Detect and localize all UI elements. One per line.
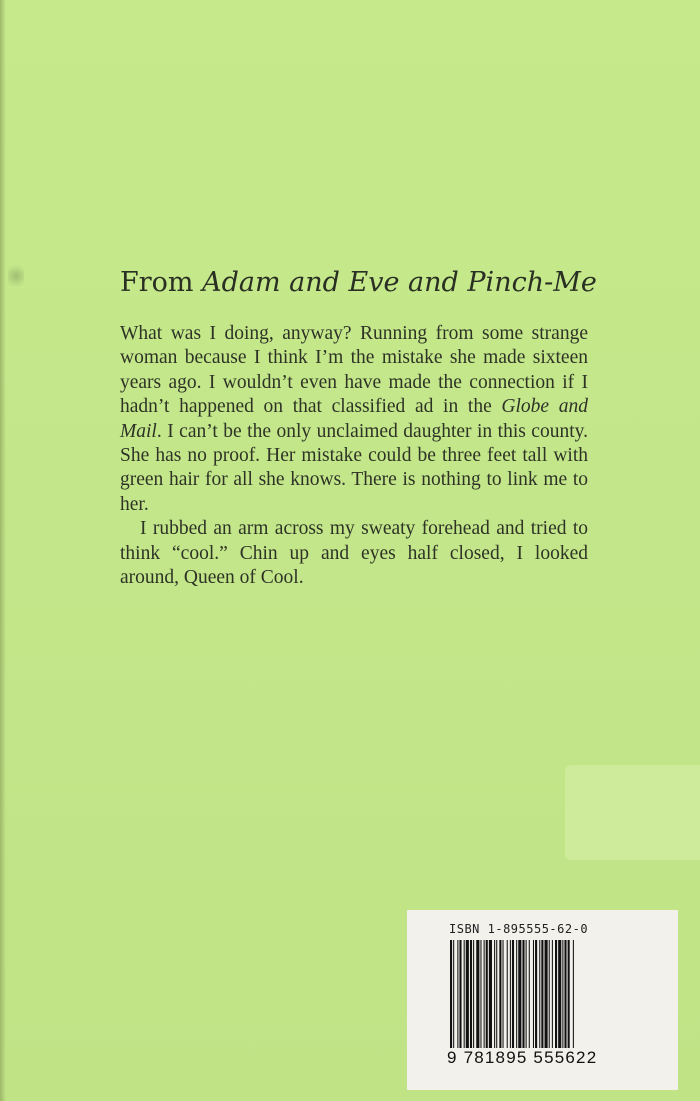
barcode-bar [473, 940, 474, 1058]
isbn-label: ISBN 1-895555-62-0 [449, 922, 589, 936]
excerpt-paragraph-2: I rubbed an arm across my sweaty forehead and tried to think “cool.” Chin up and eyes half closed, I looked around, Queen of Cool. [120, 518, 588, 589]
barcode-bar [466, 940, 469, 1058]
barcode-bar [459, 940, 461, 1058]
barcode-bar [552, 940, 553, 1058]
ean-digits: 9 781895 555622 [445, 1048, 627, 1068]
cover-smudge [8, 262, 24, 290]
barcode-bar [496, 940, 497, 1058]
barcode-bar [457, 940, 458, 1058]
barcode-bar [494, 940, 495, 1058]
barcode-bar [545, 940, 548, 1058]
barcode-bar [480, 940, 481, 1058]
barcode-bar [535, 940, 537, 1058]
barcode-bar [489, 940, 492, 1058]
barcode-bar [516, 940, 517, 1058]
barcode-bar [503, 940, 504, 1058]
barcode-bar [522, 940, 524, 1058]
barcode-bar [510, 940, 511, 1058]
excerpt-p1-part-a: What was I doing, anyway? Running from some strange woman because I think I’m the mistake she made sixteen years ago. I wouldn’t even have made the connection if I hadn’t happened on that classified ad in the [120, 323, 588, 418]
barcode-bar [450, 940, 452, 1058]
excerpt-body [120, 322, 588, 590]
barcode-bar [555, 940, 557, 1058]
excerpt-title-prefix: From [120, 267, 203, 298]
barcode-bar [499, 940, 501, 1058]
barcode-bar [564, 940, 566, 1058]
barcode-bar [484, 940, 485, 1058]
excerpt-paragraph-1 [120, 322, 588, 517]
barcode-bar [539, 940, 540, 1058]
sticker-residue [565, 765, 700, 860]
barcode-bar [549, 940, 550, 1058]
barcode-sticker [407, 910, 678, 1090]
barcode-image [449, 940, 611, 1058]
barcode-bar [558, 940, 561, 1058]
barcode-bar [526, 940, 527, 1058]
barcode-bar [568, 940, 570, 1058]
barcode-bar [453, 940, 454, 1058]
barcode-bar [529, 940, 530, 1058]
barcode-bar [562, 940, 563, 1058]
excerpt-title [120, 267, 680, 298]
barcode-bar [470, 940, 472, 1058]
barcode-bar [541, 940, 543, 1058]
barcode-bar [512, 940, 514, 1058]
barcode-bar [486, 940, 488, 1058]
barcode-bar [476, 940, 479, 1058]
excerpt-title-book: Adam and Eve and Pinch-Me [202, 267, 597, 298]
barcode-bar [464, 940, 465, 1058]
cover-edge-shadow [0, 0, 6, 1101]
barcode-bar [533, 940, 534, 1058]
excerpt-p1-part-b: . I can’t be the only unclaimed daughter in this county. She has no proof. Her mistake could be three feet tall with green hair for all she knows. There is nothing to link me to her. [120, 420, 588, 515]
excerpt-p1-newspaper: Globe and Mail [120, 396, 588, 442]
barcode-bar [518, 940, 521, 1058]
barcode-bar [507, 940, 508, 1058]
barcode-bar [573, 940, 574, 1058]
